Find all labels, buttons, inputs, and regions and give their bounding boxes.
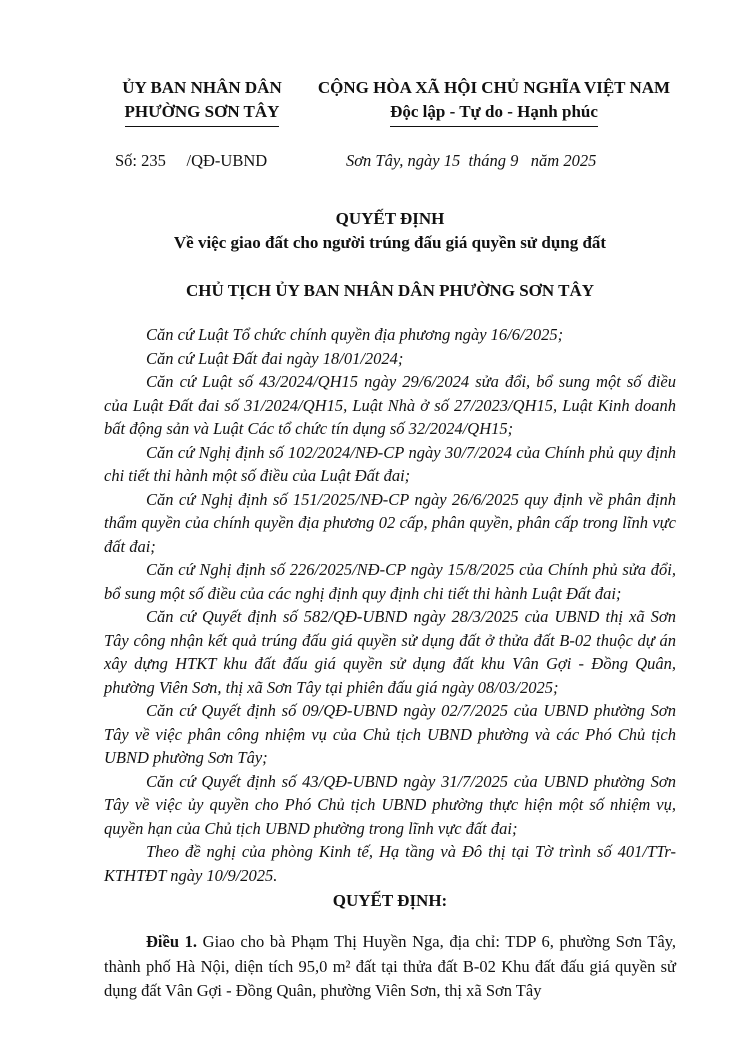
article-1-paragraph	[104, 930, 676, 1004]
ground-item: Căn cứ Quyết định số 09/QĐ-UBND ngày 02/7/2025 của UBND phường Sơn Tây về việc phân công nhiệm vụ của Chủ tịch UBND phường và các Phó Chủ tịch UBND phường Sơn Tây;	[104, 701, 676, 767]
legal-grounds	[104, 323, 676, 887]
document-title: QUYẾT ĐỊNH	[335, 209, 445, 228]
ground-item: Căn cứ Nghị định số 151/2025/NĐ-CP ngày 26/6/2025 quy định về phân định thẩm quyền của chính quyền địa phương 02 cấp, phân quyền, phân cấp trong lĩnh vực đất đai;	[104, 489, 676, 556]
document-date: Sơn Tây, ngày 15 tháng 9 năm 2025	[346, 151, 597, 170]
national-header	[296, 76, 692, 127]
ground-item: Căn cứ Luật Tổ chức chính quyền địa phương ngày 16/6/2025;	[146, 325, 564, 344]
document-number: Số: 235 /QĐ-UBND	[115, 151, 268, 170]
ground-item: Căn cứ Nghị định số 226/2025/NĐ-CP ngày 15/8/2025 của Chính phủ sửa đổi, bổ sung một số điều của các nghị định quy định chi tiết thi hành Luật Đất đai;	[104, 560, 676, 603]
decision-heading: QUYẾT ĐỊNH:	[332, 891, 448, 910]
issuer-line2: PHƯỜNG SƠN TÂY	[125, 100, 280, 127]
ground-item: Căn cứ Nghị định số 102/2024/NĐ-CP ngày 30/7/2024 của Chính phủ quy định chi tiết thi hành một số điều của Luật Đất đai;	[104, 442, 676, 485]
article-1-label: Điều 1.	[146, 932, 198, 951]
article-1	[104, 930, 676, 1004]
issuing-authority: CHỦ TỊCH ỦY BAN NHÂN DÂN PHƯỜNG SƠN TÂY	[185, 281, 595, 300]
national-title: CỘNG HÒA XÃ HỘI CHỦ NGHĨA VIỆT NAM	[317, 78, 671, 97]
ground-item: Căn cứ Luật số 43/2024/QH15 ngày 29/6/2024 sửa đổi, bổ sung một số điều của Luật Đất đai số 31/2024/QH15, Luật Nhà ở số 27/2023/QH15, Luật Kinh doanh bất động sản và Luật Các tổ chức tín dụng số 32/2024/QH15;	[104, 372, 676, 438]
ground-item: Căn cứ Quyết định số 43/QĐ-UBND ngày 31/7/2025 của UBND phường Sơn Tây về việc ủy quyền cho Phó Chủ tịch UBND phường thực hiện một số nhiệm vụ, quyền hạn của Chủ tịch UBND phường trong lĩnh vực đất đai;	[104, 771, 676, 838]
article-1-text: Giao cho bà Phạm Thị Huyền Nga, địa chỉ: TDP 6, phường Sơn Tây, thành phố Hà Nội, diện tích 95,0 m² đất tại thửa đất B-02 Khu đất đấu giá quyền sử dụng đất Vân Gợi - Đồng Quân, phường Viên Sơn, thị xã Sơn Tây	[104, 932, 676, 1000]
issuer-line1: ỦY BAN NHÂN DÂN	[122, 78, 282, 97]
ground-item: Theo đề nghị của phòng Kinh tế, Hạ tầng và Đô thị tại Tờ trình số 401/TTr-KTHTĐT ngày 10/9/2025.	[104, 842, 676, 885]
ground-item: Căn cứ Quyết định số 582/QĐ-UBND ngày 28/3/2025 của UBND thị xã Sơn Tây công nhận kết quả trúng đấu giá quyền sử dụng đất ở thửa đất B-02 thuộc dự án xây dựng HTKT khu đất đấu giá quyền sử dụng đất khu Vân Gợi - Đồng Quân, phường Viên Sơn, thị xã Sơn Tây tại phiên đấu giá ngày 08/03/2025;	[104, 607, 676, 697]
ground-item: Căn cứ Luật Đất đai ngày 18/01/2024;	[146, 348, 404, 368]
document-subtitle: Về việc giao đất cho người trúng đấu giá quyền sử dụng đất	[173, 233, 607, 252]
issuer-header	[108, 76, 296, 127]
national-motto: Độc lập - Tự do - Hạnh phúc	[390, 100, 598, 127]
